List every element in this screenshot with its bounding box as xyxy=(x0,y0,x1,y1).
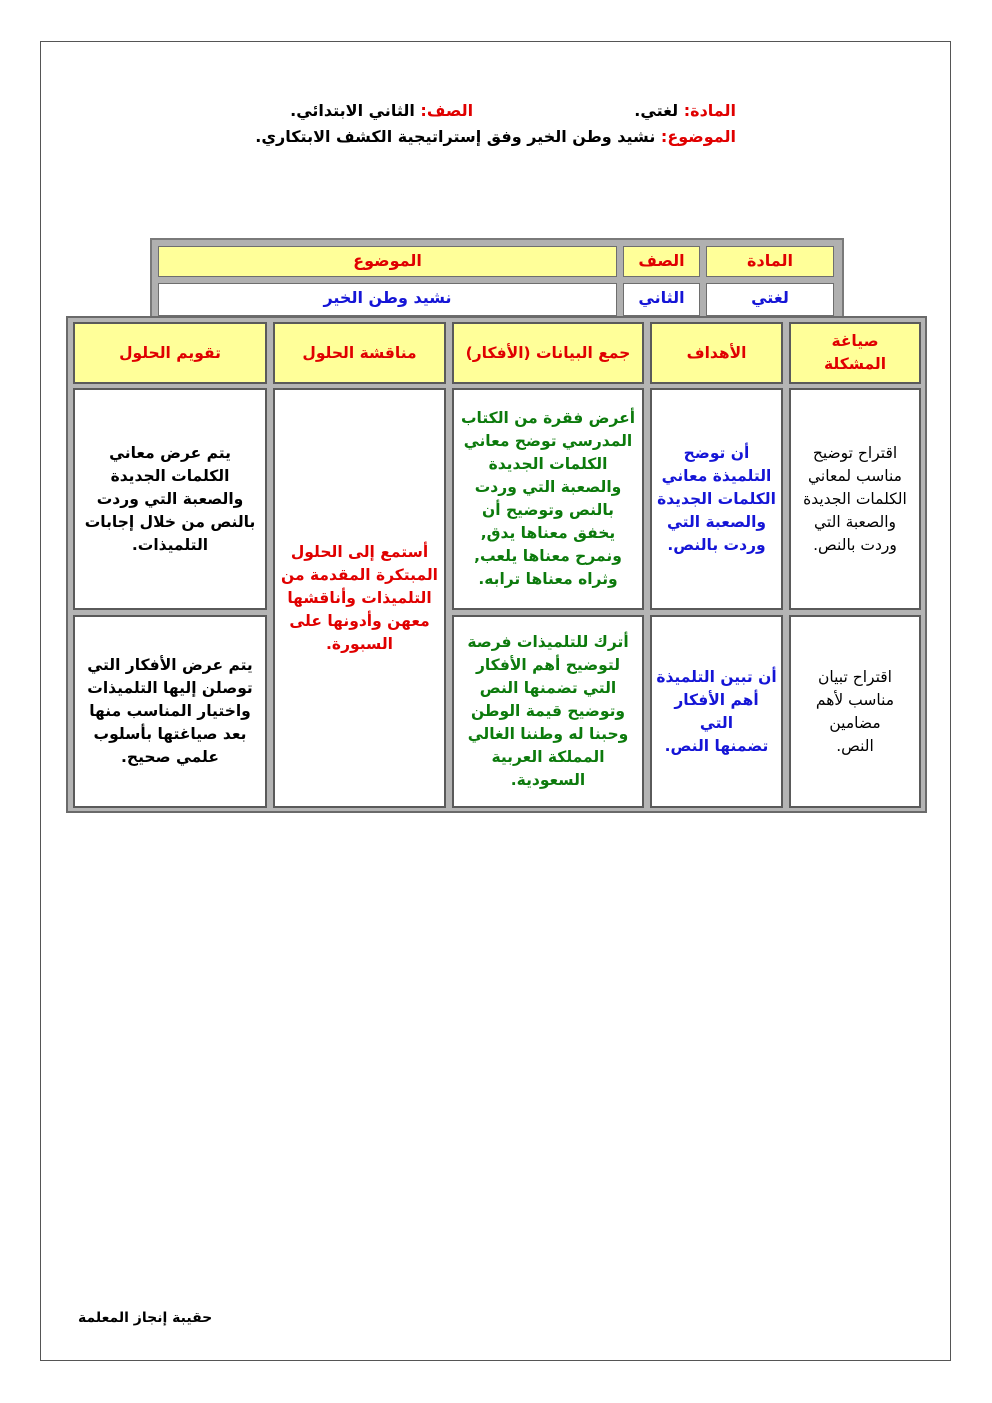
grade-value: الثاني الابتدائي. xyxy=(290,101,415,120)
footer-text: حقيبة إنجاز المعلمة xyxy=(78,1310,213,1326)
info-subject-value: لغتي xyxy=(706,283,834,316)
row1-problem: اقتراح توضيح مناسب لمعاني الكلمات الجديدة والصعبة التي وردت بالنص. xyxy=(789,388,921,610)
row2-problem: اقتراح تبيان مناسب لأهم مضامين النص. xyxy=(789,615,921,808)
strategy-table xyxy=(66,316,927,813)
grade-label: الصف: xyxy=(420,101,474,120)
row2-goals: أن تبين التلميذة أهم الأفكار التي تضمنها النص. xyxy=(650,615,783,808)
header-data-collection: جمع البيانات (الأفكار) xyxy=(452,322,644,384)
info-topic-value: نشيد وطن الخير xyxy=(158,283,617,316)
row1-evaluation: يتم عرض معاني الكلمات الجديدة والصعبة التي وردت بالنص من خلال إجابات التلميذات. xyxy=(73,388,267,610)
row2-data-collection: أترك للتلميذات فرصة لتوضيح أهم الأفكار التي تضمنها النص وتوضيح قيمة الوطن وحبنا له وطننا الغالي المملكة العربية السعودية. xyxy=(452,615,644,808)
header-discussion: مناقشة الحلول xyxy=(273,322,446,384)
subject-value: لغتي. xyxy=(634,101,679,120)
topic-value: نشيد وطن الخير وفق إستراتيجية الكشف الابتكاري. xyxy=(255,127,656,146)
info-table xyxy=(150,238,844,318)
discussion-merged: أستمع إلى الحلول المبتكرة المقدمة من التلميذات وأناقشها معهن وأدونها على السبورة. xyxy=(273,388,446,808)
header-line-2 xyxy=(250,124,736,150)
header-line-1 xyxy=(250,98,736,124)
row1-goals: أن توضح التلميذة معاني الكلمات الجديدة والصعبة التي وردت بالنص. xyxy=(650,388,783,610)
header-goals: الأهداف xyxy=(650,322,783,384)
info-grade-value: الثاني xyxy=(623,283,700,316)
lesson-header xyxy=(250,98,736,150)
info-topic-header: الموضوع xyxy=(158,246,617,277)
info-grade-header: الصف xyxy=(623,246,700,277)
header-evaluation: تقويم الحلول xyxy=(73,322,267,384)
subject-label: المادة: xyxy=(683,101,736,120)
topic-label: الموضوع: xyxy=(660,127,736,146)
row1-data-collection: أعرض فقرة من الكتاب المدرسي توضح معاني الكلمات الجديدة والصعبة التي وردت بالنص وتوضيح أن يخفق معناها يدق, ونمرح معناها يلعب, وثراه معناها ترابه. xyxy=(452,388,644,610)
info-subject-header: المادة xyxy=(706,246,834,277)
row2-evaluation: يتم عرض الأفكار التي توصلن إليها التلميذات واختيار المناسب منها بعد صياغتها بأسلوب علمي صحيح. xyxy=(73,615,267,808)
header-problem: صياغة المشكلة xyxy=(789,322,921,384)
